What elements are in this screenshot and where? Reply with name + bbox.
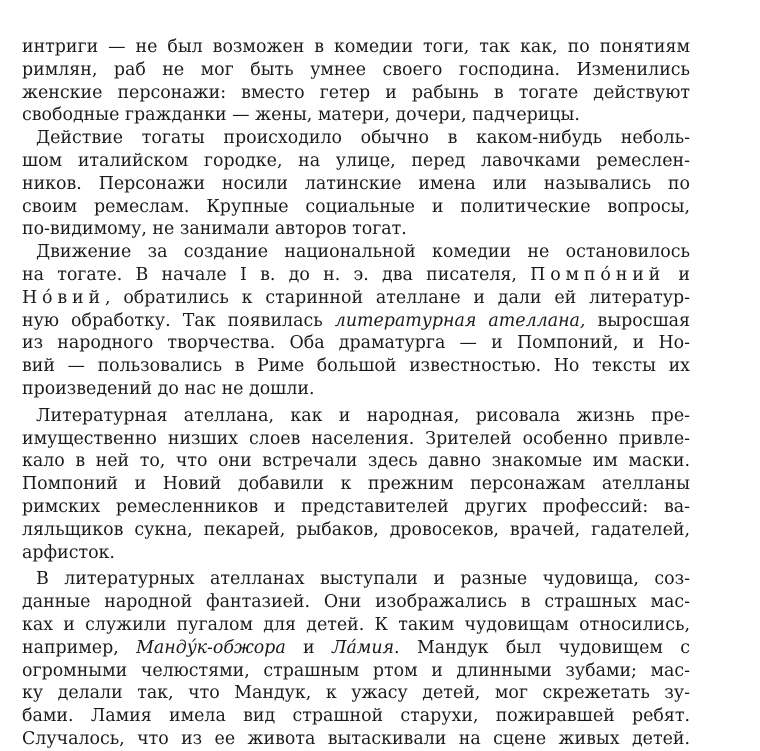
text-line: вий — пользовались в Риме большой известностью. Но тексты их bbox=[22, 356, 690, 377]
text-line: произведений до нас не дошли. bbox=[22, 378, 315, 399]
text-line: женские персонажи: вместо гетер и рабынь в тогате действуют bbox=[22, 82, 690, 103]
term-literary-atellan: литературная ателлана, bbox=[334, 310, 586, 331]
text-line: по-видимому, не занимали авторов тогат. bbox=[22, 219, 407, 240]
text-line: данные народной фантазией. Они изображались в страшных мас- bbox=[22, 592, 690, 613]
text-line: ников. Персонажи носили латинские имена или назывались по bbox=[22, 173, 690, 194]
text-line: Движение за создание национальной комедии не остановилось bbox=[36, 242, 690, 263]
text-line bbox=[22, 310, 690, 333]
text-line: Литературная ателлана, как и народная, рисовала жизнь пре- bbox=[36, 405, 690, 426]
text-run: и bbox=[285, 637, 333, 658]
text-line: своим ремеслам. Крупные социальные и политические вопросы, bbox=[22, 196, 690, 217]
term-manducus: Мандýк-обжора bbox=[136, 637, 286, 658]
text-run: например, bbox=[22, 637, 137, 658]
text-run: . Мандук был чудовищем с bbox=[394, 637, 691, 658]
text-line: из народного творчества. Оба драматурга — и Помпоний, и Но- bbox=[22, 333, 690, 354]
text-line: ляльщиков сукна, пекарей, рыбаков, дровосеков, врачей, гадателей, bbox=[22, 519, 690, 540]
text-line: римлян, раб не мог быть умнее своего господина. Изменились bbox=[22, 59, 690, 80]
document-page bbox=[22, 36, 691, 749]
text-line: кало в ней то, что они встречали здесь давно знакомые им маски. bbox=[22, 451, 690, 472]
text-line: В литературных ателланах выступали и разные чудовища, соз- bbox=[36, 569, 690, 590]
text-run: ную обработку. Так появилась bbox=[22, 310, 335, 331]
text-line bbox=[22, 637, 690, 660]
text-line: интриги — не был возможен в комедии тоги, так как, по понятиям bbox=[22, 37, 690, 57]
text-line: Случалось, что из ее живота вытаскивали на сцене живых детей. bbox=[22, 728, 690, 749]
text-line: огромными челюстями, страшным ртом и длинными зубами; мас- bbox=[22, 660, 690, 681]
text-line bbox=[22, 264, 690, 287]
text-line: ку делали так, что Мандук, к ужасу детей, мог скрежетать зу- bbox=[22, 683, 690, 704]
text-line: арфисток. bbox=[22, 542, 115, 563]
text-line: имущественно низших слоев населения. Зрителей особенно привле- bbox=[22, 428, 690, 449]
text-line: ках и служили пугалом для детей. К таким чудовищам относились, bbox=[22, 614, 690, 635]
text-line bbox=[22, 287, 690, 310]
text-line: бами. Ламия имела вид страшной старухи, пожиравшей ребят. bbox=[22, 706, 690, 727]
text-line: Помпоний и Новий добавили к прежним персонажам ателланы bbox=[22, 474, 690, 495]
text-run: на тогате. В начале I в. до н. э. два писателя, bbox=[22, 264, 531, 285]
text-run: , обратились к старинной ателлане и дали ей литератур- bbox=[104, 287, 690, 308]
author-name-pomponius: Помпóний bbox=[530, 264, 666, 285]
text-run: выросшая bbox=[585, 310, 690, 331]
text-line: свободные гражданки — жены, матери, дочери, падчерицы. bbox=[22, 105, 580, 126]
text-line: Действие тогаты происходило обычно в каком-нибудь неболь- bbox=[36, 128, 690, 149]
term-lamia: Лáмия bbox=[332, 637, 395, 658]
text-line: шом италийском городке, на улице, перед лавочками ремеслен- bbox=[22, 150, 690, 171]
text-line: римских ремесленников и представителей других профессий: ва- bbox=[22, 496, 690, 517]
text-run: и bbox=[665, 264, 690, 285]
author-name-novius: Нóвий bbox=[22, 287, 105, 308]
